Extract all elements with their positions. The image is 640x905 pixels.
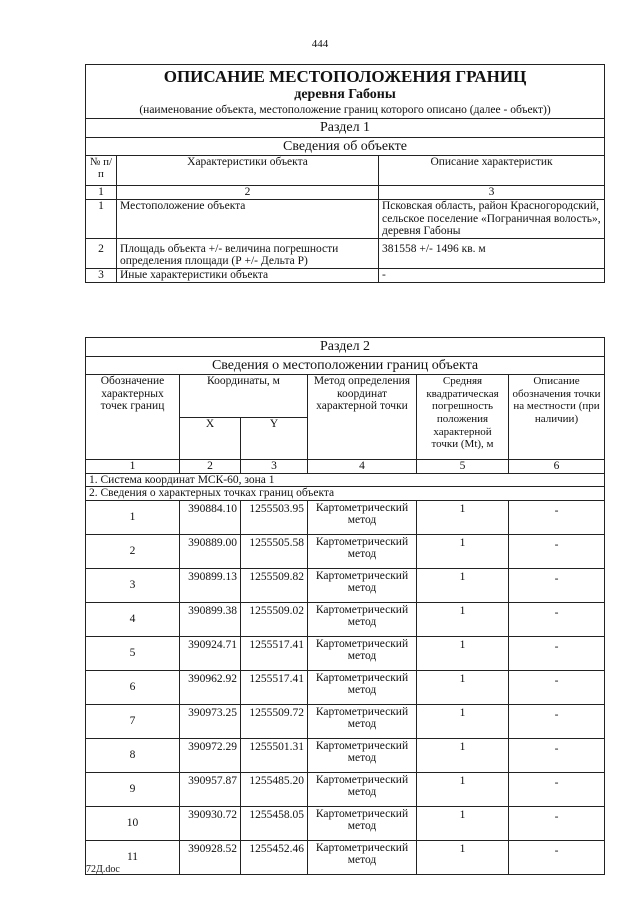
section2-title: Раздел 2 xyxy=(86,338,605,357)
point-error: 1 xyxy=(417,568,509,602)
point-number: 2 xyxy=(86,534,180,568)
section2-subtitle: Сведения о местоположении границ объекта xyxy=(86,356,605,375)
index-cell: 3 xyxy=(379,186,605,200)
section1-subtitle: Сведения об объекте xyxy=(86,137,605,156)
col-header-num: № п/п xyxy=(86,156,117,186)
coord-y: 1255503.95 xyxy=(241,500,308,534)
table-row xyxy=(86,738,605,772)
table-row xyxy=(86,534,605,568)
index-cell: 1 xyxy=(86,186,117,200)
row-characteristic: Местоположение объекта xyxy=(117,199,379,238)
point-number: 1 xyxy=(86,500,180,534)
coord-x: 390899.38 xyxy=(180,602,241,636)
coordinate-system: 1. Система координат МСК-60, зона 1 xyxy=(86,473,605,487)
point-error: 1 xyxy=(417,636,509,670)
index-cell: 2 xyxy=(117,186,379,200)
coord-x: 390928.52 xyxy=(180,840,241,874)
object-name: деревня Габоны xyxy=(294,86,396,102)
index-cell: 3 xyxy=(241,460,308,474)
point-method: Картометрический метод xyxy=(308,772,417,806)
coord-y: 1255509.02 xyxy=(241,602,308,636)
point-number: 7 xyxy=(86,704,180,738)
coord-y: 1255452.46 xyxy=(241,840,308,874)
coord-y: 1255505.58 xyxy=(241,534,308,568)
table-row xyxy=(86,840,605,874)
point-method: Картометрический метод xyxy=(308,534,417,568)
point-error: 1 xyxy=(417,500,509,534)
file-name: 72Д.doc xyxy=(86,864,120,875)
point-method: Картометрический метод xyxy=(308,806,417,840)
table-row xyxy=(86,806,605,840)
point-marking: - xyxy=(509,806,605,840)
point-number: 5 xyxy=(86,636,180,670)
coord-x: 390972.29 xyxy=(180,738,241,772)
point-method: Картометрический метод xyxy=(308,704,417,738)
row-description: - xyxy=(379,269,605,283)
coord-x: 390899.13 xyxy=(180,568,241,602)
table-row xyxy=(86,772,605,806)
table-row xyxy=(86,500,605,534)
coord-x: 390924.71 xyxy=(180,636,241,670)
point-number: 4 xyxy=(86,602,180,636)
col-header-marking: Описание обозначения точки на местности (при наличии) xyxy=(509,375,605,460)
point-method: Картометрический метод xyxy=(308,840,417,874)
point-marking: - xyxy=(509,568,605,602)
points-body xyxy=(86,500,605,874)
coord-x: 390957.87 xyxy=(180,772,241,806)
coord-x: 390962.92 xyxy=(180,670,241,704)
point-marking: - xyxy=(509,704,605,738)
point-method: Картометрический метод xyxy=(308,738,417,772)
table-row xyxy=(86,238,605,268)
col-header-points: Обозначение характерных точек границ xyxy=(86,375,180,460)
col-header-error: Средняя квадратическая погрешность положения характерной точки (Mt), м xyxy=(417,375,509,460)
col-header-method: Метод определения координат характерной точки xyxy=(308,375,417,460)
row-num: 2 xyxy=(86,238,117,268)
point-marking: - xyxy=(509,840,605,874)
point-number: 11 xyxy=(86,840,180,874)
point-marking: - xyxy=(509,534,605,568)
col-header-x: X xyxy=(180,417,241,460)
section1-title: Раздел 1 xyxy=(86,119,605,138)
index-cell: 5 xyxy=(417,460,509,474)
coord-y: 1255485.20 xyxy=(241,772,308,806)
point-error: 1 xyxy=(417,738,509,772)
index-cell: 6 xyxy=(509,460,605,474)
coord-y: 1255458.05 xyxy=(241,806,308,840)
coord-y: 1255517.41 xyxy=(241,636,308,670)
coord-y: 1255509.82 xyxy=(241,568,308,602)
point-marking: - xyxy=(509,636,605,670)
point-error: 1 xyxy=(417,840,509,874)
coord-x: 390889.00 xyxy=(180,534,241,568)
point-number: 6 xyxy=(86,670,180,704)
table-row xyxy=(86,636,605,670)
coord-x: 390930.72 xyxy=(180,806,241,840)
page-number: 444 xyxy=(311,38,329,50)
col-header-characteristics: Характеристики объекта xyxy=(117,156,379,186)
point-number: 8 xyxy=(86,738,180,772)
col-header-coordinates: Координаты, м xyxy=(180,375,308,418)
index-cell: 1 xyxy=(86,460,180,474)
row-description: 381558 +/- 1496 кв. м xyxy=(379,238,605,268)
table-row xyxy=(86,704,605,738)
point-method: Картометрический метод xyxy=(308,602,417,636)
point-marking: - xyxy=(509,602,605,636)
row-description: Псковская область, район Красногородский, сельское поселение «Пограничная волость», деревня Габоны xyxy=(379,199,605,238)
point-error: 1 xyxy=(417,704,509,738)
boundary-points-table xyxy=(85,337,605,875)
point-number: 9 xyxy=(86,772,180,806)
coord-x: 390973.25 xyxy=(180,704,241,738)
col-header-y: Y xyxy=(241,417,308,460)
document-title: ОПИСАНИЕ МЕСТОПОЛОЖЕНИЯ ГРАНИЦ xyxy=(163,67,527,86)
table-row xyxy=(86,568,605,602)
title-caption: (наименование объекта, местоположение границ которого описано (далее - объект)) xyxy=(139,104,551,117)
row-num: 3 xyxy=(86,269,117,283)
point-marking: - xyxy=(509,500,605,534)
point-marking: - xyxy=(509,738,605,772)
point-number: 10 xyxy=(86,806,180,840)
coord-x: 390884.10 xyxy=(180,500,241,534)
point-error: 1 xyxy=(417,670,509,704)
point-method: Картометрический метод xyxy=(308,500,417,534)
index-cell: 2 xyxy=(180,460,241,474)
point-marking: - xyxy=(509,772,605,806)
point-number: 3 xyxy=(86,568,180,602)
row-characteristic: Площадь объекта +/- величина погрешности определения площади (Р +/- Дельта Р) xyxy=(117,238,379,268)
table-row xyxy=(86,269,605,283)
table-row xyxy=(86,602,605,636)
point-method: Картометрический метод xyxy=(308,568,417,602)
point-error: 1 xyxy=(417,772,509,806)
point-error: 1 xyxy=(417,602,509,636)
table-row xyxy=(86,199,605,238)
point-error: 1 xyxy=(417,806,509,840)
coord-y: 1255501.31 xyxy=(241,738,308,772)
point-error: 1 xyxy=(417,534,509,568)
index-cell: 4 xyxy=(308,460,417,474)
row-characteristic: Иные характеристики объекта xyxy=(117,269,379,283)
points-caption: 2. Сведения о характерных точках границ объекта xyxy=(86,487,605,501)
object-info-table xyxy=(85,64,605,283)
title-row xyxy=(86,65,605,119)
point-method: Картометрический метод xyxy=(308,670,417,704)
coord-y: 1255517.41 xyxy=(241,670,308,704)
point-marking: - xyxy=(509,670,605,704)
coord-y: 1255509.72 xyxy=(241,704,308,738)
col-header-description: Описание характеристик xyxy=(379,156,605,186)
table-row xyxy=(86,670,605,704)
point-method: Картометрический метод xyxy=(308,636,417,670)
row-num: 1 xyxy=(86,199,117,238)
